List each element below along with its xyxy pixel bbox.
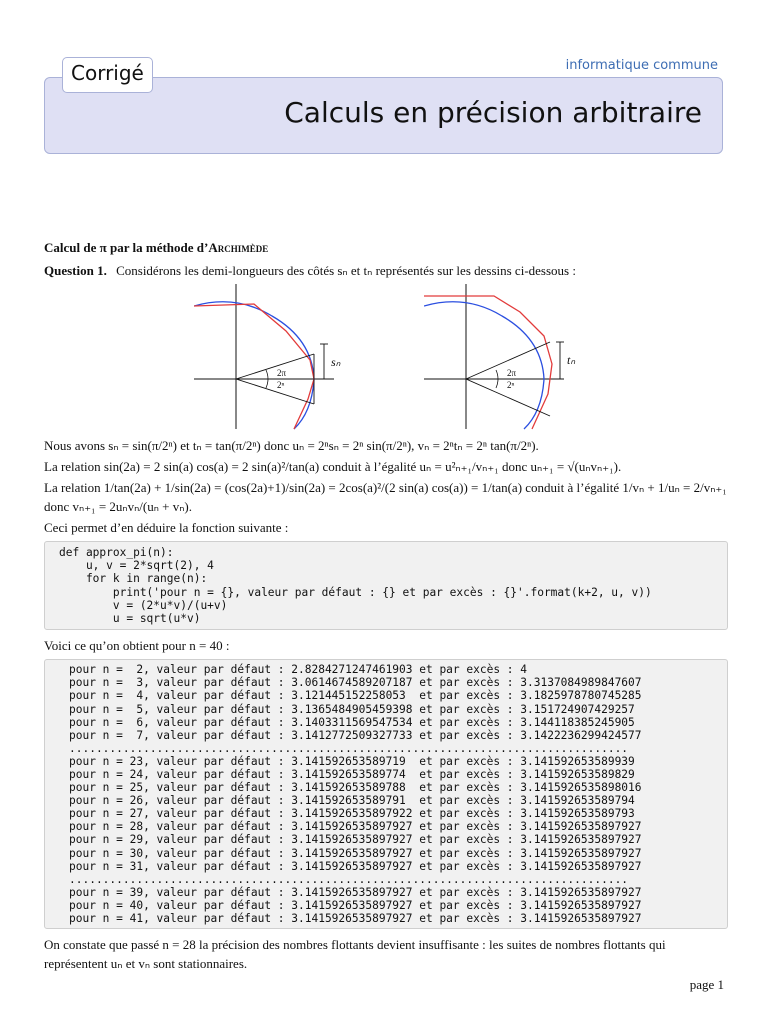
figures	[44, 284, 728, 434]
output-line: pour n = 5, valeur par défaut : 3.1365484905459398 et par excès : 3.151724907429257	[69, 702, 635, 716]
code-line: def approx_pi(n):	[59, 546, 174, 559]
output-line: pour n = 3, valeur par défaut : 3.0614674589207187 et par excès : 3.3137084989847607	[69, 676, 642, 690]
code-line: print('pour n = {}, valeur par défaut : {} et par excès : {}'.format(k+2, u, v))	[59, 585, 652, 599]
page-title: Calculs en précision arbitraire	[284, 96, 702, 129]
question-text: Considérons les demi-longueurs des côtés sₙ et tₙ représentés sur les dessins ci-dessous :	[116, 263, 576, 278]
code-line: u, v = 2*sqrt(2), 4	[59, 559, 214, 573]
output-line: pour n = 24, valeur par défaut : 3.141592653589774 et par excès : 3.141592653589829	[69, 767, 635, 781]
output-line: pour n = 29, valeur par défaut : 3.1415926535897927 et par excès : 3.1415926535897927	[69, 833, 642, 847]
question-1	[44, 261, 728, 280]
section-title-prefix: Calcul de π par la méthode d’	[44, 240, 209, 255]
output-block	[44, 659, 728, 929]
figure-right-angle-den: 2ⁿ	[507, 380, 515, 390]
output-line: pour n = 23, valeur par défaut : 3.141592653589719 et par excès : 3.141592653589939	[69, 754, 635, 768]
figure-left-angle-num: 2π	[277, 368, 287, 378]
question-label: Question 1.	[44, 263, 107, 278]
output-line: pour n = 30, valeur par défaut : 3.1415926535897927 et par excès : 3.1415926535897927	[69, 846, 642, 860]
top-right-label: informatique commune	[565, 58, 718, 73]
output-line: pour n = 7, valeur par défaut : 3.1412772509327733 et par excès : 3.1422236299424577	[69, 728, 642, 742]
output-line: ...................................................................................	[69, 872, 629, 886]
output-line: pour n = 26, valeur par défaut : 3.141592653589791 et par excès : 3.141592653589794	[69, 794, 635, 808]
page-number: page 1	[689, 977, 724, 992]
figure-left-angle-den: 2ⁿ	[277, 380, 285, 390]
conclusion: On constate que passé n = 28 la précision des nombres flottants devient insuffisante : les suites de nombres flottants qui représentent uₙ et vₙ sont stationnaires.	[44, 937, 666, 972]
code-intro: Ceci permet d’en déduire la fonction suivante :	[44, 520, 289, 535]
figure-left	[194, 284, 394, 434]
output-intro: Voici ce qu’on obtient pour n = 40 :	[44, 638, 230, 654]
section-title	[44, 238, 728, 257]
math-line-3: La relation 1/tan(2a) + 1/sin(2a) = (cos(2a)+1)/sin(2a) = 2cos(a)²/(2 sin(a) cos(a)) = 1/tan(a) conduit à l’égalité 1/vₙ + 1/uₙ = 2/vₙ₊₁ donc vₙ₊₁ = 2uₙvₙ/(uₙ + vₙ).	[44, 480, 727, 514]
section-title-name: Archimède	[208, 240, 269, 255]
figure-right-angle-num: 2π	[507, 368, 517, 378]
output-line: ...................................................................................	[69, 741, 629, 755]
output-line: pour n = 6, valeur par défaut : 3.1403311569547534 et par excès : 3.144118385245905	[69, 715, 635, 729]
output-line: pour n = 40, valeur par défaut : 3.1415926535897927 et par excès : 3.1415926535897927	[69, 898, 642, 912]
figure-left-s-label: sₙ	[331, 355, 341, 369]
figure-right-t-label: tₙ	[567, 353, 576, 367]
output-line: pour n = 27, valeur par défaut : 3.1415926535897922 et par excès : 3.141592653589793	[69, 807, 635, 821]
code-block	[44, 541, 728, 630]
output-line: pour n = 4, valeur par défaut : 3.121445152258053 et par excès : 3.1825978780745285	[69, 689, 642, 703]
math-line-1: Nous avons sₙ = sin(π/2ⁿ) et tₙ = tan(π/2ⁿ) donc uₙ = 2ⁿsₙ = 2ⁿ sin(π/2ⁿ), vₙ = 2ⁿtₙ = 2ⁿ tan(π/2ⁿ).	[44, 438, 539, 453]
figure-right	[424, 284, 624, 434]
math-line-2: La relation sin(2a) = 2 sin(a) cos(a) = 2 sin(a)²/tan(a) conduit à l’égalité uₙ = u²ₙ₊₁/vₙ₊₁ donc uₙ₊₁ = √(uₙvₙ₊₁).	[44, 459, 622, 474]
output-line: pour n = 25, valeur par défaut : 3.141592653589788 et par excès : 3.1415926535898016	[69, 781, 642, 795]
code-line: v = (2*u*v)/(u+v)	[59, 598, 228, 612]
code-line: u = sqrt(u*v)	[59, 612, 201, 626]
output-line: pour n = 2, valeur par défaut : 2.8284271247461903 et par excès : 4	[69, 663, 528, 677]
corrige-tag: Corrigé	[62, 57, 153, 93]
output-line: pour n = 39, valeur par défaut : 3.1415926535897927 et par excès : 3.1415926535897927	[69, 885, 642, 899]
document-body	[44, 238, 728, 975]
output-line: pour n = 41, valeur par défaut : 3.1415926535897927 et par excès : 3.1415926535897927	[69, 912, 642, 925]
output-line: pour n = 31, valeur par défaut : 3.1415926535897927 et par excès : 3.1415926535897927	[69, 859, 642, 873]
code-line: for k in range(n):	[59, 572, 208, 586]
output-line: pour n = 28, valeur par défaut : 3.1415926535897927 et par excès : 3.1415926535897927	[69, 820, 642, 834]
